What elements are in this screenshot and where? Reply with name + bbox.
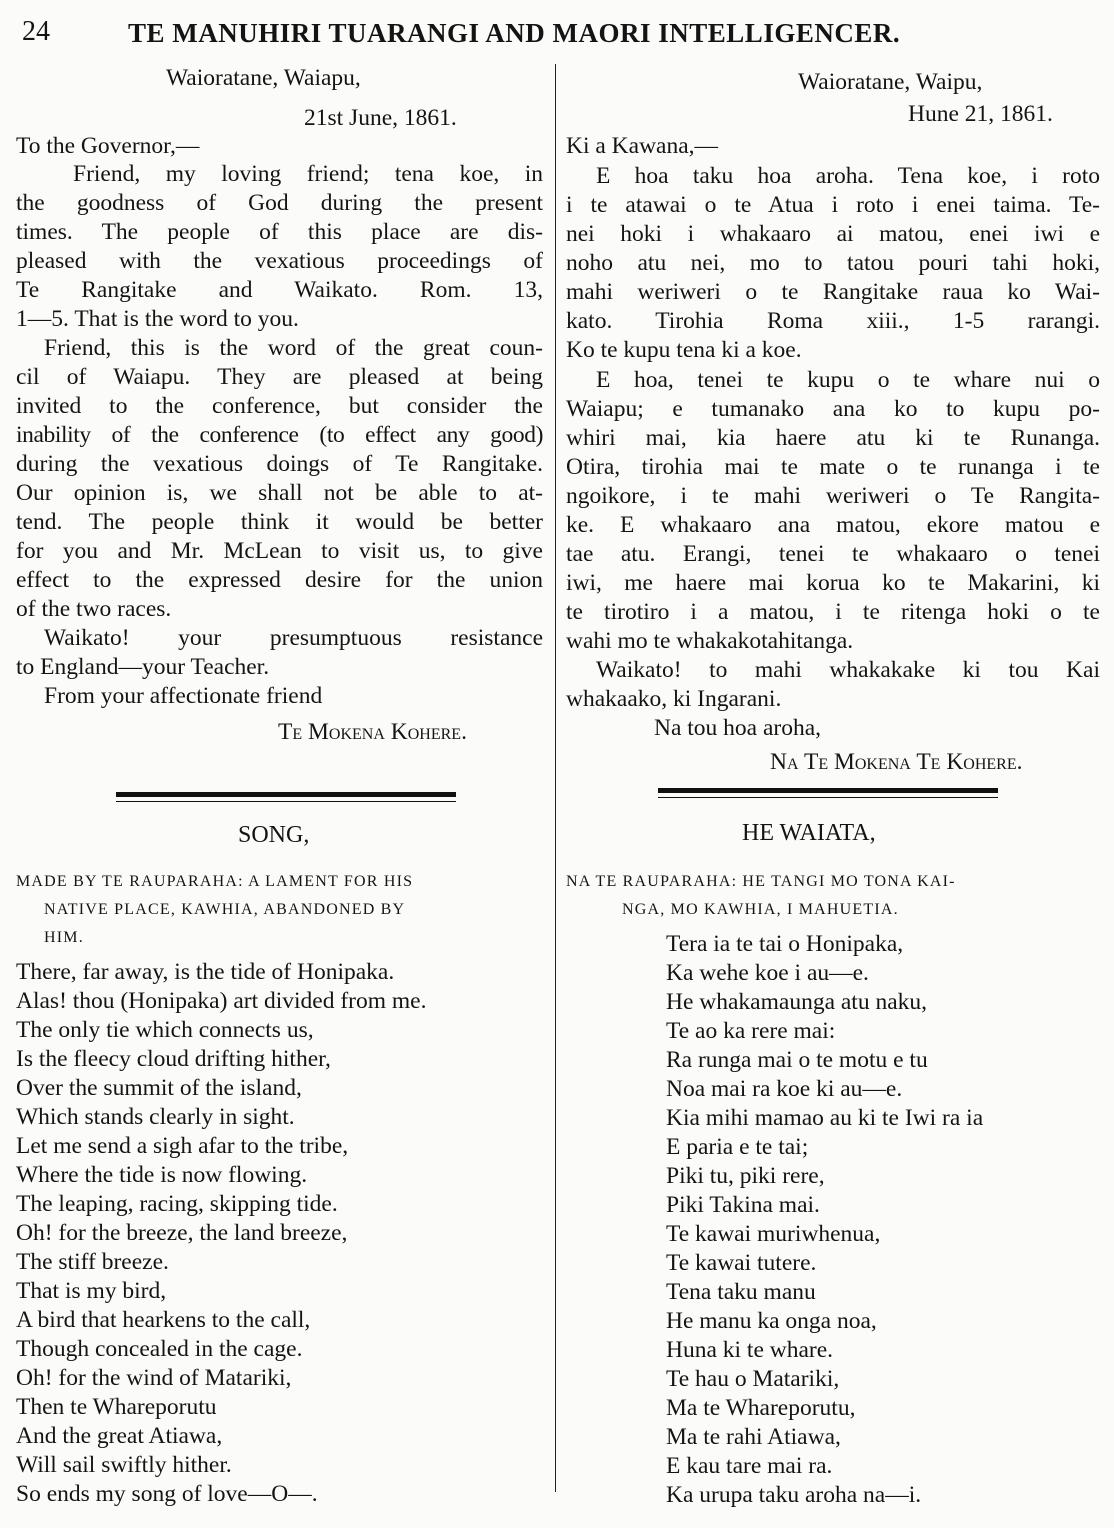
page-header bbox=[0, 8, 1114, 48]
letter-line: inability of the conference (to effect any good) bbox=[16, 422, 543, 448]
song-line: Piki Takina mai. bbox=[666, 1192, 820, 1218]
letter-line: pleased with the vexatious proceedings of bbox=[16, 248, 543, 274]
letter-line: ngoikore, i te mahi weriweri o Te Rangita- bbox=[566, 483, 1100, 509]
song-line: That is my bird, bbox=[16, 1278, 167, 1304]
letter-place: Waioratane, Waiapu, bbox=[166, 65, 361, 91]
letter-line: E hoa, tenei te kupu o te whare nui o bbox=[596, 367, 1100, 393]
letter-line: noho atu nei, mo to tatou pouri tahi hoki, bbox=[566, 250, 1100, 276]
song-subtitle-line: NGA, MO KAWHIA, I MAHUETIA. bbox=[622, 901, 899, 918]
letter-line: mahi weriweri o te Rangitake raua ko Wai- bbox=[566, 279, 1100, 305]
letter-line: nei hoki i whakaaro ai matou, enei iwi e bbox=[566, 221, 1100, 247]
letter-signature: Na Te Mokena Te Kohere. bbox=[770, 749, 1023, 775]
letter-salutation: Ki a Kawana,— bbox=[566, 133, 719, 159]
song-line: Kia mihi mamao au ki te Iwi ra ia bbox=[666, 1105, 984, 1131]
song-line: Oh! for the wind of Matariki, bbox=[16, 1365, 292, 1391]
song-line: Let me send a sigh afar to the tribe, bbox=[16, 1133, 349, 1159]
letter-salutation: To the Governor,— bbox=[16, 133, 200, 159]
song-line: Te hau o Matariki, bbox=[666, 1366, 840, 1392]
song-line: Alas! thou (Honipaka) art divided from me. bbox=[16, 988, 427, 1014]
song-line: So ends my song of love—O—. bbox=[16, 1481, 318, 1507]
song-line: Piki tu, piki rere, bbox=[666, 1163, 825, 1189]
page-number: 24 bbox=[22, 16, 50, 47]
song-line: Over the summit of the island, bbox=[16, 1075, 302, 1101]
letter-line: Ko te kupu tena ki a koe. bbox=[566, 337, 802, 363]
song-line: Huna ki te whare. bbox=[666, 1337, 834, 1363]
song-line: Te ao ka rere mai: bbox=[666, 1018, 836, 1044]
letter-line: iwi, me haere mai korua ko te Makarini, ki bbox=[566, 570, 1100, 596]
section-rule bbox=[658, 788, 998, 793]
letter-line: effect to the expressed desire for the union bbox=[16, 567, 543, 593]
song-line: Ma te rahi Atiawa, bbox=[666, 1424, 841, 1450]
song-line: Will sail swiftly hither. bbox=[16, 1452, 232, 1478]
letter-line: Otira, tirohia mai te mate o te runanga i te bbox=[566, 454, 1100, 480]
song-line: And the great Atiawa, bbox=[16, 1423, 223, 1449]
song-line: Is the fleecy cloud drifting hither, bbox=[16, 1046, 331, 1072]
song-line: Te kawai tutere. bbox=[666, 1250, 817, 1276]
song-line: Though concealed in the cage. bbox=[16, 1336, 303, 1362]
letter-line: whiri mai, kia haere atu ki te Runanga. bbox=[566, 425, 1100, 451]
song-subtitle-line: MADE BY TE RAUPARAHA: A LAMENT FOR HIS bbox=[16, 873, 414, 890]
song-line: The stiff breeze. bbox=[16, 1249, 169, 1275]
letter-closing: From your affectionate friend bbox=[44, 683, 323, 709]
letter-line: invited to the conference, but consider the bbox=[16, 393, 543, 419]
section-rule bbox=[116, 792, 456, 797]
song-line: Where the tide is now flowing. bbox=[16, 1162, 308, 1188]
song-line: A bird that hearkens to the call, bbox=[16, 1307, 311, 1333]
letter-line: 1—5. That is the word to you. bbox=[16, 306, 299, 332]
song-line: The only tie which connects us, bbox=[16, 1017, 314, 1043]
letter-line: wahi mo te whakakotahitanga. bbox=[566, 628, 854, 654]
song-line: Which stands clearly in sight. bbox=[16, 1104, 295, 1130]
song-subtitle-line: NA TE RAUPARAHA: HE TANGI MO TONA KAI- bbox=[566, 873, 956, 890]
letter-line: ke. E whakaaro ana matou, ekore matou e bbox=[566, 512, 1100, 538]
letter-line: Friend, this is the word of the great coun- bbox=[44, 335, 543, 361]
letter-line: Waiapu; e tumanako ana ko to kupu po- bbox=[566, 396, 1100, 422]
song-line: E kau tare mai ra. bbox=[666, 1453, 833, 1479]
section-rule-thin bbox=[116, 801, 456, 802]
song-line: E paria e te tai; bbox=[666, 1134, 809, 1160]
song-title: SONG, bbox=[238, 822, 310, 848]
letter-line: cil of Waiapu. They are pleased at being bbox=[16, 364, 543, 390]
letter-line: Waikato! to mahi whakakake ki tou Kai bbox=[596, 657, 1100, 683]
section-rule-thin bbox=[658, 797, 998, 798]
letter-line: times. The people of this place are dis- bbox=[16, 219, 543, 245]
song-line: The leaping, racing, skipping tide. bbox=[16, 1191, 338, 1217]
letter-line: tae atu. Erangi, tenei te whakaaro o tenei bbox=[566, 541, 1100, 567]
letter-closing: Na tou hoa aroha, bbox=[654, 715, 822, 741]
song-line: He whakamaunga atu naku, bbox=[666, 989, 928, 1015]
song-subtitle-line: NATIVE PLACE, KAWHIA, ABANDONED BY bbox=[44, 901, 406, 918]
letter-signature: Te Mokena Kohere. bbox=[278, 719, 467, 745]
letter-line: Our opinion is, we shall not be able to at- bbox=[16, 480, 543, 506]
song-line: Then te Whareporutu bbox=[16, 1394, 217, 1420]
letter-line: Friend, my loving friend; tena koe, in bbox=[73, 161, 543, 187]
letter-line: E hoa taku hoa aroha. Tena koe, i roto bbox=[596, 163, 1100, 189]
letter-line: te tirotiro i a matou, i te ritenga hoki o te bbox=[566, 599, 1100, 625]
letter-line: whakaako, ki Ingarani. bbox=[566, 686, 782, 712]
letter-line: for you and Mr. McLean to visit us, to give bbox=[16, 538, 543, 564]
song-line: Oh! for the breeze, the land breeze, bbox=[16, 1220, 348, 1246]
letter-place: Waioratane, Waipu, bbox=[798, 69, 983, 95]
letter-line: the goodness of God during the present bbox=[16, 190, 543, 216]
song-line: He manu ka onga noa, bbox=[666, 1308, 877, 1334]
letter-line: i te atawai o te Atua i roto i enei taima. Te- bbox=[566, 192, 1100, 218]
letter-line: during the vexatious doings of Te Rangitake. bbox=[16, 451, 543, 477]
song-line: Ma te Whareporutu, bbox=[666, 1395, 856, 1421]
letter-line: tend. The people think it would be better bbox=[16, 509, 543, 535]
letter-line: Te Rangitake and Waikato. Rom. 13, bbox=[16, 277, 543, 303]
song-line: Ka wehe koe i au—e. bbox=[666, 960, 869, 986]
letter-date: Hune 21, 1861. bbox=[908, 101, 1053, 127]
song-line: Noa mai ra koe ki au—e. bbox=[666, 1076, 903, 1102]
song-title: HE WAIATA, bbox=[742, 820, 876, 846]
running-title: TE MANUHIRI TUARANGI AND MAORI INTELLIGENCER. bbox=[128, 18, 901, 48]
letter-date: 21st June, 1861. bbox=[304, 105, 457, 131]
song-line: Ra runga mai o te motu e tu bbox=[666, 1047, 928, 1073]
column-divider bbox=[555, 64, 556, 1492]
song-line: Tena taku manu bbox=[666, 1279, 816, 1305]
song-line: There, far away, is the tide of Honipaka. bbox=[16, 959, 395, 985]
song-line: Te kawai muriwhenua, bbox=[666, 1221, 881, 1247]
letter-line: to England—your Teacher. bbox=[16, 654, 270, 680]
letter-line: Waikato! your presumptuous resistance bbox=[44, 625, 543, 651]
song-line: Ka urupa taku aroha na—i. bbox=[666, 1482, 922, 1508]
song-subtitle-line: HIM. bbox=[44, 929, 84, 946]
song-line: Tera ia te tai o Honipaka, bbox=[666, 931, 904, 957]
letter-line: of the two races. bbox=[16, 596, 172, 622]
letter-line: kato. Tirohia Roma xiii., 1-5 rarangi. bbox=[566, 308, 1100, 334]
